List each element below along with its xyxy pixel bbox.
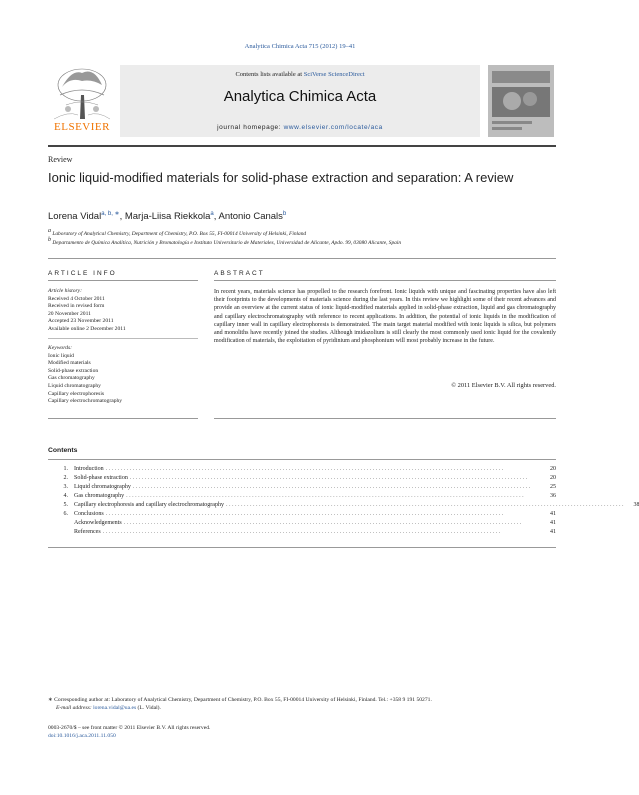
affiliation bbox=[48, 228, 306, 237]
tree-icon bbox=[48, 65, 116, 121]
toc-leader: . . . . . . . . . . . . . . . . . . . . . . . . . . . . . . . . . . . . . . . . . . . . . . . . . . . . . . . . . . . . . . . . . . . . . . . . . . . . . . . . . . . . . . . . . . . . . . . . . . . . . . . . . . . . . . . . . . . . . . . . . . . . . . . . . . . . . bbox=[129, 475, 528, 481]
contents-heading: Contents bbox=[48, 447, 78, 454]
publisher-name: ELSEVIER bbox=[54, 121, 110, 133]
toc-entry[interactable] bbox=[48, 511, 556, 520]
email-suffix: (L. Vidal). bbox=[136, 705, 161, 711]
affiliation-text: Laboratory of Analytical Chemistry, Department of Chemistry, P.O. Box 55, FI-00014 University of Helsinki, Finland bbox=[52, 230, 307, 237]
toc-label[interactable]: Gas chromatography bbox=[74, 493, 125, 499]
toc-entry[interactable] bbox=[48, 484, 556, 493]
history-label: Article history: bbox=[48, 288, 83, 294]
email-link[interactable]: lorena.vidal@ua.es bbox=[93, 705, 137, 711]
keyword: Gas chromatography bbox=[48, 375, 95, 382]
toc-leader: . . . . . . . . . . . . . . . . . . . . . . . . . . . . . . . . . . . . . . . . . . . . . . . . . . . . . . . . . . . . . . . . . . . . . . . . . . . . . . . . . . . . . . . . . . . . . . . . . . . . . . . . . . . . . . . . . . . . . . . . . . . . . . . . . . . . . bbox=[102, 529, 501, 535]
affiliation-text: Departamento de Química Analítica, Nutrición y Bromatología e Instituto Universitario de Materiales, Universidad de Alicante, Apdo. 99, 03080 Alicante, Spain bbox=[52, 239, 402, 246]
author-name: Lorena Vidal bbox=[48, 211, 102, 223]
contents-rule bbox=[48, 459, 556, 460]
front-matter-line: 0003-2670/$ – see front matter © 2011 Elsevier B.V. All rights reserved. bbox=[48, 725, 211, 731]
journal-title: Analytica Chimica Acta bbox=[223, 88, 377, 105]
toc-entry[interactable] bbox=[48, 493, 556, 502]
author-separator: , bbox=[119, 211, 125, 223]
history-item: 20 November 2011 bbox=[48, 310, 91, 317]
contents-prefix: Contents lists available at bbox=[235, 71, 304, 78]
toc-page: 20 bbox=[550, 475, 556, 481]
toc-page: 41 bbox=[550, 520, 556, 526]
toc-number: 5. bbox=[63, 502, 68, 508]
article-type: Review bbox=[48, 155, 73, 164]
abstract-bottom-rule bbox=[214, 418, 556, 419]
homepage-link[interactable]: www.elsevier.com/locate/aca bbox=[283, 124, 383, 131]
toc-label[interactable]: Liquid chromatography bbox=[74, 484, 131, 490]
affiliation bbox=[48, 237, 401, 246]
abstract-text: In recent years, materials science has propelled to the research forefront. Ionic liquids with unique and fascinating properties have also left their footprints to the developments of materials science during the last years. In this review we highlight some of their recent advances and provide an overview at the current status of ionic liquid-modified materials applied in solid-phase extraction, liquid and gas chromatography and capillary electrochromatography with reference to recent applications. In addition, the potential of ionic liquids in the modification of capillary inner wall in capillary electrophoresis is demonstrated. The main target material modified with ionic liquids is silica, but polymers and monoliths have recently joined the studies. Although imidazolium is still clearly the most commonly used ionic liquid for the covalently modification of materials, the exploitation of pyridinium and phosphonium will most probably increase in the future. bbox=[214, 289, 556, 345]
article-title: Ionic liquid-modified materials for solid-phase extraction and separation: A review bbox=[48, 170, 514, 185]
journal-homepage bbox=[120, 124, 480, 131]
article-history bbox=[48, 288, 198, 334]
doi-link[interactable]: doi:10.1016/j.aca.2011.11.050 bbox=[48, 733, 116, 739]
toc-entry[interactable] bbox=[48, 466, 556, 475]
corresponding-author-footnote bbox=[48, 696, 568, 712]
keyword: Liquid chromatography bbox=[48, 382, 101, 389]
keyword: Modified materials bbox=[48, 360, 91, 367]
section-rule bbox=[48, 258, 556, 259]
header-rule bbox=[48, 145, 556, 147]
toc-number: 6. bbox=[63, 511, 68, 517]
article-info-divider bbox=[48, 338, 198, 339]
author-affiliation-mark[interactable]: a, b, ∗ bbox=[101, 211, 120, 217]
elsevier-tree-logo bbox=[48, 65, 116, 137]
article-info-rule bbox=[48, 280, 198, 281]
toc-number: 2. bbox=[63, 475, 68, 481]
toc-label[interactable]: Introduction bbox=[74, 466, 104, 472]
abstract-heading: ABSTRACT bbox=[214, 270, 265, 277]
contents-line bbox=[120, 71, 480, 78]
toc-entry[interactable] bbox=[48, 520, 556, 529]
affiliation-mark: a bbox=[48, 228, 51, 234]
journal-header-box bbox=[120, 65, 480, 137]
footnote-text: Corresponding author at: Laboratory of Analytical Chemistry, Department of Chemistry, P.O. Box 55, FI-00014 University of Helsinki, Finland. Tel.: +358 9 191 50271. bbox=[54, 697, 432, 703]
keywords bbox=[48, 345, 198, 406]
toc-label[interactable]: Solid-phase extraction bbox=[74, 475, 128, 481]
article-info-heading: ARTICLE INFO bbox=[48, 270, 117, 277]
journal-cover-image bbox=[488, 65, 554, 137]
keywords-label: Keywords: bbox=[48, 345, 73, 351]
contents-bottom-rule bbox=[48, 547, 556, 548]
author-affiliation-mark[interactable]: b bbox=[282, 211, 287, 217]
journal-cover-icon bbox=[488, 65, 554, 137]
copyright: © 2011 Elsevier B.V. All rights reserved. bbox=[451, 382, 556, 389]
toc-number: 3. bbox=[63, 484, 68, 490]
abstract-rule bbox=[214, 280, 556, 281]
sciencedirect-link[interactable]: SciVerse ScienceDirect bbox=[303, 71, 365, 78]
toc-label[interactable]: Capillary electrophoresis and capillary electrochromatography bbox=[74, 502, 224, 508]
history-item: Accepted 23 November 2011 bbox=[48, 318, 114, 325]
author-name: Marja-Liisa Riekkola bbox=[124, 211, 211, 223]
toc-entry[interactable] bbox=[48, 502, 639, 511]
toc-leader: . . . . . . . . . . . . . . . . . . . . . . . . . . . . . . . . . . . . . . . . . . . . . . . . . . . . . . . . . . . . . . . . . . . . . . . . . . . . . . . . . . . . . . . . . . . . . . . . . . . . . . . . . . . . . . . . . . . . . . . . . . . . . . . . . . . . . bbox=[126, 493, 524, 499]
author-name: Antonio Canals bbox=[218, 211, 283, 223]
toc-label[interactable]: References bbox=[74, 529, 101, 535]
toc-page: 41 bbox=[550, 511, 556, 517]
affiliation-mark: b bbox=[48, 237, 51, 243]
article-info-bottom-rule bbox=[48, 418, 198, 419]
toc-page: 41 bbox=[550, 529, 556, 535]
author-list bbox=[48, 210, 286, 222]
footnote-mark: ∗ bbox=[48, 697, 53, 703]
toc-leader: . . . . . . . . . . . . . . . . . . . . . . . . . . . . . . . . . . . . . . . . . . . . . . . . . . . . . . . . . . . . . . . . . . . . . . . . . . . . . . . . . . . . . . . . . . . . . . . . . . . . . . . . . . . . . . . . . . . . . . . . . . . . . . . . . . . . . bbox=[123, 520, 522, 526]
toc-leader: . . . . . . . . . . . . . . . . . . . . . . . . . . . . . . . . . . . . . . . . . . . . . . . . . . . . . . . . . . . . . . . . . . . . . . . . . . . . . . . . . . . . . . . . . . . . . . . . . . . . . . . . . . . . . . . . . . . . . . . . . . . . . . . . . . . . . bbox=[132, 484, 531, 490]
front-matter-block bbox=[48, 724, 210, 740]
toc-label[interactable]: Acknowledgements bbox=[74, 520, 122, 526]
keyword: Capillary electrochromatography bbox=[48, 398, 123, 405]
keyword: Solid-phase extraction bbox=[48, 367, 99, 374]
history-item: Available online 2 December 2011 bbox=[48, 325, 126, 332]
toc-label[interactable]: Conclusions bbox=[74, 511, 104, 517]
journal-masthead bbox=[48, 65, 556, 141]
toc-page: 36 bbox=[550, 493, 556, 499]
toc-page: 38 bbox=[633, 502, 639, 508]
toc-leader: . . . . . . . . . . . . . . . . . . . . . . . . . . . . . . . . . . . . . . . . . . . . . . . . . . . . . . . . . . . . . . . . . . . . . . . . . . . . . . . . . . . . . . . . . . . . . . . . . . . . . . . . . . . . . . . . . . . . . . . . . . . . . . . . . . . . . bbox=[225, 502, 624, 508]
history-item: Received in revised form bbox=[48, 303, 105, 310]
toc-number: 4. bbox=[63, 493, 68, 499]
toc-number bbox=[48, 520, 68, 529]
history-item: Received 4 October 2011 bbox=[48, 295, 105, 302]
author-affiliation-mark[interactable]: a bbox=[210, 211, 214, 217]
author-separator: , bbox=[213, 211, 219, 223]
toc-page: 20 bbox=[550, 466, 556, 472]
journal-reference[interactable]: Analytica Chimica Acta 715 (2012) 19–41 bbox=[244, 43, 356, 50]
toc-entry[interactable] bbox=[48, 475, 556, 484]
toc-number bbox=[48, 529, 68, 538]
homepage-prefix: journal homepage: bbox=[217, 124, 284, 131]
toc-leader: . . . . . . . . . . . . . . . . . . . . . . . . . . . . . . . . . . . . . . . . . . . . . . . . . . . . . . . . . . . . . . . . . . . . . . . . . . . . . . . . . . . . . . . . . . . . . . . . . . . . . . . . . . . . . . . . . . . . . . . . . . . . . . . . . . . . . bbox=[105, 466, 504, 472]
toc-page: 25 bbox=[550, 484, 556, 490]
toc-number: 1. bbox=[63, 466, 68, 472]
keyword: Capillary electrophoresis bbox=[48, 390, 105, 397]
email-label: E-mail address: bbox=[56, 705, 94, 711]
toc-entry[interactable] bbox=[48, 529, 556, 538]
toc-leader: . . . . . . . . . . . . . . . . . . . . . . . . . . . . . . . . . . . . . . . . . . . . . . . . . . . . . . . . . . . . . . . . . . . . . . . . . . . . . . . . . . . . . . . . . . . . . . . . . . . . . . . . . . . . . . . . . . . . . . . . . . . . . . . . . . . . . bbox=[105, 511, 504, 517]
keyword: Ionic liquid bbox=[48, 352, 74, 359]
